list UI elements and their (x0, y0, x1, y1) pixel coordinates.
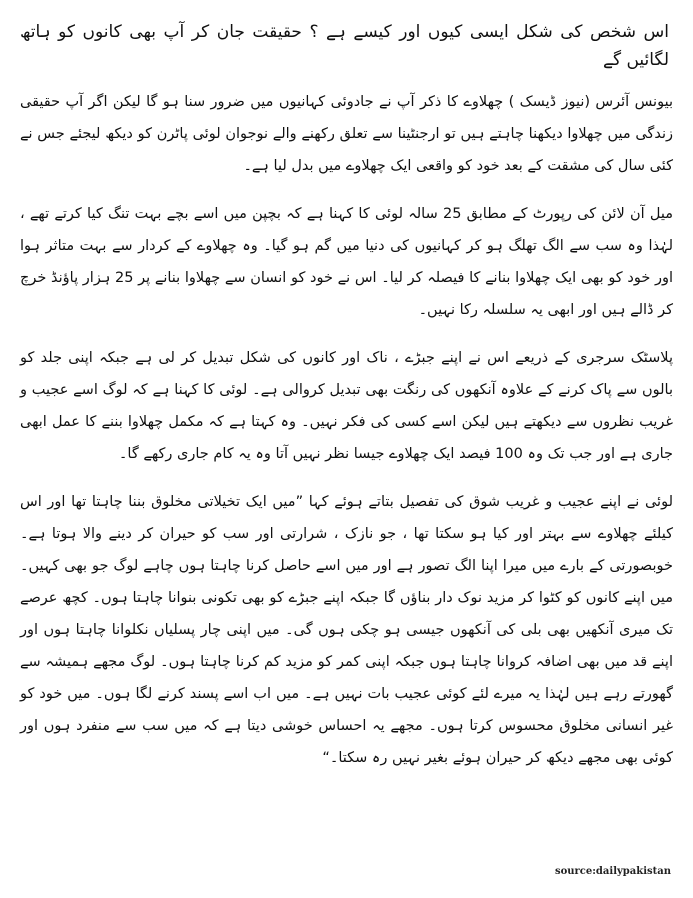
source-credit: source:dailypakistan (554, 866, 671, 877)
paragraph-report: میل آن لائن کی رپورٹ کے مطابق 25 سالہ لوئی کا کہنا ہے کہ بچپن میں اسے بچے بہت تنگ کیا کرتے تھے ، لہٰذا وہ سب سے الگ تھلگ ہو کر کہانیوں کی دنیا میں گم ہو گیا۔ وہ چھلاوے کے کردار سے بہت متاثر ہوا اور خود کو بھی ایک چھلاوا بنانے کا فیصلہ کر لیا۔ اس نے خود کو انسان سے چھلاوا بنانے پر 25 ہزار پاؤنڈ خرچ کر ڈالے ہیں اور ابھی یہ سلسلہ رکا نہیں۔ (20, 206, 674, 318)
article-headline: اس شخص کی شکل ایسی کیوں اور کیسے ہے ؟ حقیقت جان کر آپ بھی کانوں کو ہاتھ لگائیں گے (20, 22, 669, 70)
article-body (20, 18, 673, 790)
paragraph-surgery: پلاسٹک سرجری کے ذریعے اس نے اپنے جبڑے ، ناک اور کانوں کی شکل تبدیل کر لی ہے جبکہ اپنی جلد کو بالوں سے پاک کرنے کے علاوہ آنکھوں کی رنگت بھی تبدیل کروالی ہے۔ لوئی کا کہنا ہے کہ لوگ اسے عجیب و غریب نظروں سے دیکھتے ہیں لیکن اسے کسی کی فکر نہیں۔ وہ کہتا ہے کہ مکمل چھلاوا بننے کا عمل ابھی جاری ہے اور جب تک وہ 100 فیصد ایک چھلاوے جیسا نظر نہیں آتا وہ یہ کام جاری رکھے گا۔ (20, 350, 673, 462)
paragraph-quote: لوئی نے اپنے عجیب و غریب شوق کی تفصیل بتاتے ہوئے کہا ”میں ایک تخیلاتی مخلوق بننا چاہتا تھا اور اس کیلئے چھلاوے سے بہتر اور کیا ہو سکتا تھا ، جو نازک ، شرارتی اور سب کو حیران کر دینے والا ہوتا ہے۔ خوبصورتی کے بارے میں میرا اپنا الگ تصور ہے اور میں اسے حاصل کرنا چاہتا ہوں چاہے لوگ جو بھی کہیں۔ میں اپنے کانوں کو کٹوا کر مزید نوک دار بناؤں گا جبکہ اپنے جبڑے کو بھی تکونی بنوانا چاہتا ہوں۔ کچھ عرصے تک میری آنکھیں بھی بلی کی آنکھوں جیسی ہو چکی ہوں گی۔ میں اپنی چار پسلیاں نکلوانا چاہتا ہوں اور اپنے قد میں بھی اضافہ کروانا چاہتا ہوں جبکہ اپنی کمر کو مزید کم کرنا چاہتا ہوں۔ لوگ مجھے ہمیشہ سے گھورتے رہے ہیں لہٰذا یہ میرے لئے کوئی عجیب بات نہیں ہے۔ میں اب اسے پسند کرنے لگا ہوں۔ میں خود کو غیر انسانی مخلوق محسوس کرتا ہوں۔ مجھے یہ احساس خوشی دیتا ہے کہ میں سب سے منفرد ہوں اور کوئی بھی مجھے دیکھ کر حیران ہوئے بغیر نہیں رہ سکتا۔“ (20, 494, 673, 766)
paragraph-intro: بیونس آئرس (نیوز ڈیسک ) چھلاوے کا ذکر آپ نے جادوئی کہانیوں میں ضرور سنا ہو گا لیکن اگر آپ حقیقی زندگی میں چھلاوا دیکھنا چاہتے ہیں تو ارجنٹینا سے تعلق رکھنے والے نوجوان لوئی پاٹرن کو دیکھ لیجئے جس نے کئی سال کی مشقت کے بعد خود کو واقعی ایک چھلاوے میں بدل لیا ہے۔ (20, 94, 673, 174)
